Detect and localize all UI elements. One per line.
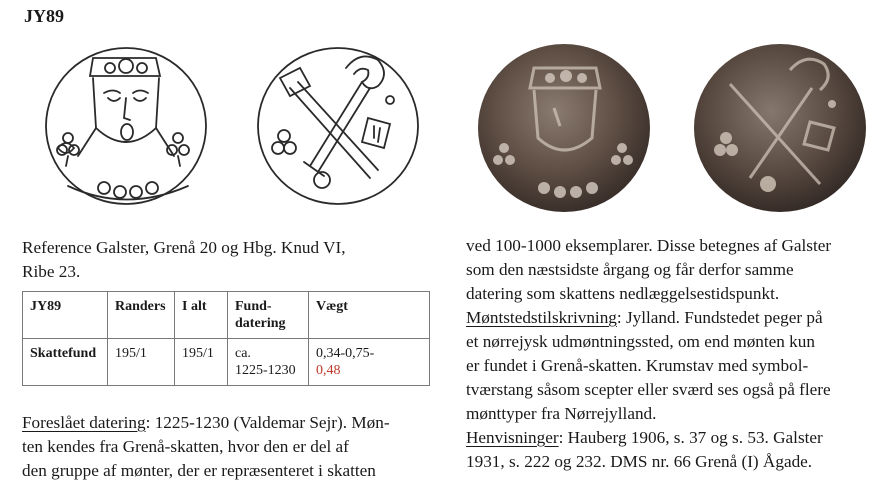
text-line: er fundet i Grenå-skatten. Krumstav med symbol- <box>466 356 809 375</box>
header-line: Fund- <box>235 299 272 314</box>
text-line <box>466 426 886 450</box>
references-heading: Henvisninger <box>466 428 559 447</box>
reference-line: Ribe 23. <box>22 262 81 281</box>
table-header-row <box>23 292 430 339</box>
info-table <box>22 291 430 386</box>
reference-line: Reference Galster, Grenå 20 og Hbg. Knud VI, <box>22 238 346 257</box>
text-line: tværstang såsom scepter eller sværd ses også på flere <box>466 380 831 399</box>
text-line: ten kendes fra Grenå-skatten, hvor den er del af <box>22 437 349 456</box>
text-line: et nørrejysk udmøntningssted, om end mønten kun <box>466 332 815 351</box>
cell-fund-datering <box>228 339 309 386</box>
text-line: den gruppe af mønter, der er repræsenteret i skatten <box>22 461 376 480</box>
cell-i-alt: 195/1 <box>175 339 228 386</box>
description-paragraph <box>466 234 886 474</box>
table-header: JY89 <box>23 292 108 339</box>
dating-heading: Foreslået datering <box>22 413 146 432</box>
cell-vaegt <box>309 339 430 386</box>
text-run: : Jylland. Fundstedet peger på <box>616 308 823 327</box>
reverse-drawing <box>250 38 426 214</box>
row-label: Skattefund <box>23 339 108 386</box>
text-line: som den næstsidste årgang og får derfor samme <box>466 260 794 279</box>
text-line: ved 100-1000 eksemplarer. Disse betegnes af Galster <box>466 236 832 255</box>
table-header: I alt <box>175 292 228 339</box>
cell-line: 1225-1230 <box>235 363 296 378</box>
text-line: 1931, s. 222 og 232. DMS nr. 66 Grenå (I) Ågade. <box>466 452 813 471</box>
text-line <box>466 306 886 330</box>
text-line: datering som skattens nedlæggelsestidspunkt. <box>466 284 780 303</box>
text-line: mønttyper fra Nørrejylland. <box>466 404 657 423</box>
cell-line: ca. <box>235 346 251 361</box>
cell-highlight: 0,48 <box>316 363 341 378</box>
table-header <box>228 292 309 339</box>
text-run: : 1225-1230 (Valdemar Sejr). Møn- <box>145 413 390 432</box>
text-run: : Hauberg 1906, s. 37 og s. 53. Galster <box>558 428 823 447</box>
reverse-coin-photo <box>690 38 870 218</box>
table-row <box>23 339 430 386</box>
dating-paragraph <box>22 411 452 483</box>
table-header: Randers <box>108 292 175 339</box>
obverse-drawing <box>38 38 214 214</box>
mint-heading: Møntstedstilskrivning <box>466 308 617 327</box>
reference-paragraph <box>22 236 442 284</box>
header-line: datering <box>235 316 286 331</box>
table-header: Vægt <box>309 292 430 339</box>
obverse-coin-photo <box>474 38 654 218</box>
cell-line: 0,34-0,75- <box>316 346 375 361</box>
text-line <box>22 411 452 435</box>
cell-randers: 195/1 <box>108 339 175 386</box>
catalog-id: JY89 <box>24 6 64 26</box>
